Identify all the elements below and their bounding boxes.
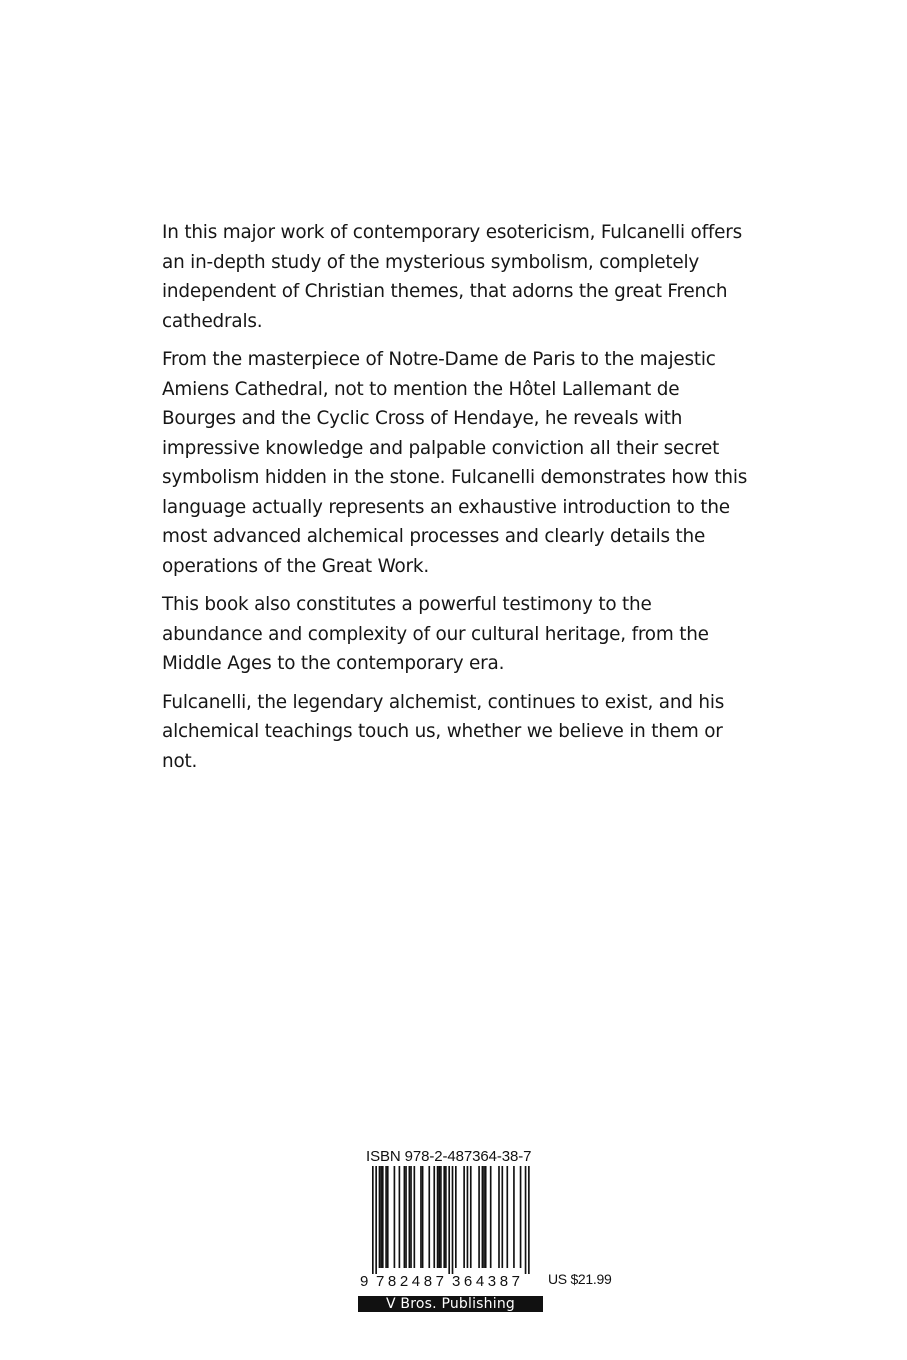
blurb-paragraph-3: This book also constitutes a powerful testimony to the abundance and complexity of our cultural heritage, from the Middle Ages to the contemporary era. <box>162 594 709 674</box>
barcode-bar <box>382 1166 384 1268</box>
publisher-band <box>358 1296 543 1312</box>
barcode-bar <box>420 1166 422 1268</box>
barcode-bar <box>485 1166 487 1268</box>
barcode-lead-digit: 9 <box>360 1273 369 1290</box>
barcode-bar <box>520 1166 522 1268</box>
blurb-paragraph-2: From the masterpiece of Notre-Dame de Paris to the majestic Amiens Cathedral, not to mention the Hôtel Lallemant de Bourges and the Cyclic Cross of Hendaye, he reveals with impressive knowledge and palpable conviction all their secret symbolism hidden in the stone. Fulcanelli demonstrates how this language actually represents an exhaustive introduction to the most advanced alchemical processes and clearly details the operations of the Great Work. <box>162 349 748 577</box>
barcode-bar <box>422 1166 424 1268</box>
barcode-bar <box>498 1166 500 1268</box>
barcode-bar <box>410 1166 412 1268</box>
isbn-label: ISBN 978-2-487364-38-7 <box>366 1148 532 1165</box>
barcode-bar <box>482 1166 484 1268</box>
blurb-text <box>162 218 752 785</box>
barcode-bar <box>483 1166 485 1268</box>
barcode <box>358 1166 538 1290</box>
barcode-bar <box>470 1166 472 1268</box>
blurb-paragraph-4: Fulcanelli, the legendary alchemist, continues to exist, and his alchemical teachings touch us, whether we believe in them or not. <box>162 691 725 772</box>
barcode-bar <box>438 1166 440 1268</box>
barcode-bar <box>448 1166 450 1274</box>
barcode-bar <box>409 1166 411 1268</box>
barcode-bar <box>380 1166 382 1268</box>
barcode-bar <box>404 1166 406 1268</box>
blurb-paragraph-1: In this major work of contemporary esotericism, Fulcanelli offers an in-depth study of the mysterious symbolism, completely independent of Christian themes, that adorns the great French cathedrals. <box>162 222 742 332</box>
barcode-bar <box>440 1166 442 1268</box>
barcode-bar <box>525 1166 527 1274</box>
barcode-bar <box>387 1166 389 1268</box>
barcode-bar <box>399 1166 401 1268</box>
barcode-bar <box>405 1166 407 1268</box>
barcode-bar <box>375 1166 377 1274</box>
barcode-bar <box>394 1166 396 1268</box>
barcode-bar <box>455 1166 457 1268</box>
barcode-bar <box>528 1166 530 1274</box>
barcode-bar <box>490 1166 492 1268</box>
barcode-right-digits: 364387 <box>452 1273 520 1290</box>
barcode-bar <box>478 1166 480 1268</box>
publisher-name: V Bros. Publishing <box>386 1296 515 1312</box>
barcode-bar <box>414 1166 416 1268</box>
price-label: US $21.99 <box>548 1271 612 1287</box>
barcode-bar <box>443 1166 445 1268</box>
barcode-bar <box>513 1166 515 1268</box>
barcode-bar <box>463 1166 465 1268</box>
barcode-left-digits: 782487 <box>376 1273 444 1290</box>
barcode-bars <box>372 1166 530 1274</box>
barcode-bar <box>433 1166 435 1268</box>
barcode-bar <box>437 1166 439 1268</box>
barcode-bar <box>445 1166 447 1268</box>
barcode-bar <box>428 1166 430 1268</box>
barcode-bar <box>385 1166 387 1268</box>
barcode-bar <box>506 1166 508 1268</box>
barcode-bar <box>372 1166 374 1274</box>
barcode-bar <box>467 1166 469 1268</box>
barcode-bar <box>501 1166 503 1268</box>
barcode-bar <box>379 1166 381 1268</box>
barcode-bar <box>452 1166 454 1274</box>
isbn-barcode-block <box>358 1148 638 1318</box>
